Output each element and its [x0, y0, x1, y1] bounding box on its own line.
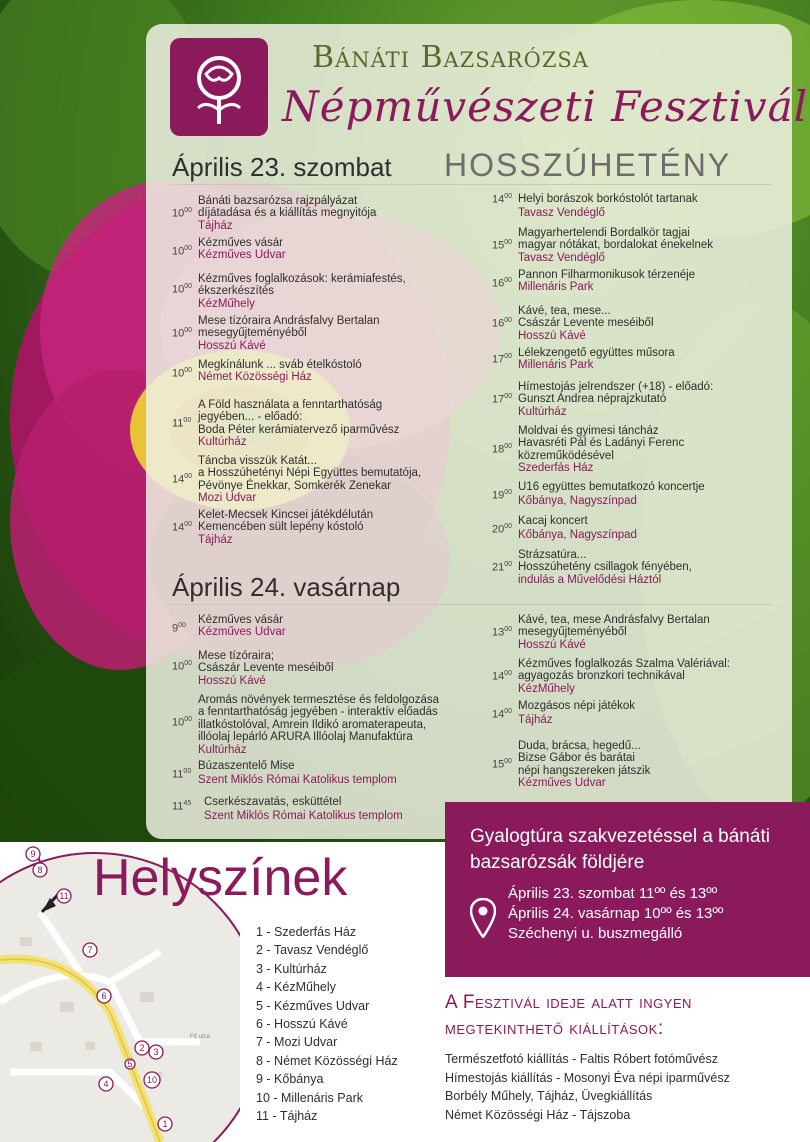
event-description: Havasréti Pál és Ladányi Ferenc: [518, 437, 685, 450]
event-description: Kézműves foglalkozás Szalma Valériával:: [518, 658, 730, 670]
location-item: 7 - Mozi Udvar: [256, 1035, 338, 1050]
event-time: 16: [492, 317, 505, 330]
event-description: ékszerkészítés: [198, 285, 275, 298]
event-venue: Kőbánya, Nagyszínpad: [518, 495, 637, 508]
event-venue: Millenáris Park: [518, 359, 594, 372]
day2-left-schedule: [172, 614, 462, 832]
schedule-item: [492, 549, 782, 591]
locations-title: Helyszínek: [93, 849, 348, 907]
event-time: 14: [492, 708, 505, 721]
event-time: 11: [172, 800, 184, 813]
exhibitions-list: [445, 1050, 730, 1124]
event-description: Bizse Gábor és barátai: [518, 752, 635, 765]
event-minutes: 00: [504, 239, 513, 246]
schedule-item: [172, 273, 462, 315]
event-venue: Hosszú Kávé: [198, 674, 266, 687]
event-minutes: 00: [184, 327, 193, 334]
schedule-item: [492, 658, 782, 700]
event-time: 18: [492, 443, 505, 456]
event-description: magyar nótákat, bordalokat énekelnek: [518, 239, 713, 252]
event-venue: Millenáris Park: [518, 281, 594, 294]
event-time: 17: [492, 393, 505, 406]
event-description: népi hangszereken játszik: [518, 764, 651, 777]
schedule-item: [492, 227, 782, 269]
day1-right-schedule: [492, 193, 782, 591]
map-marker-label: 3: [153, 1047, 159, 1057]
schedule-item: [172, 796, 462, 832]
event-time: 21: [492, 561, 505, 574]
event-description: Hosszúhetény csillagok fényében,: [518, 561, 692, 574]
event-minutes: 00: [504, 670, 513, 677]
event-description: Kelet-Mecsek Kincsei játékdélután: [198, 509, 374, 521]
schedule-item: [172, 509, 462, 551]
hike-date-line: Április 24. vasárnap 10ºº és 13ºº: [508, 905, 724, 922]
event-description: illóolaj lepárló ARURA Illóolaj Manufaktúra: [198, 731, 413, 744]
city-name: HOSSZÚHETÉNY: [444, 147, 732, 183]
event-description: Bánáti bazsarózsa rajzpályázat: [198, 195, 358, 207]
location-item: 11 - Tájház: [256, 1109, 318, 1124]
location-item: 8 - Német Közösségi Ház: [256, 1053, 398, 1068]
event-description: Kávé, tea, mese...: [518, 305, 611, 317]
event-venue: Szent Miklós Római Katolikus templom: [204, 810, 403, 823]
location-item: 1 - Szederfás Ház: [256, 925, 357, 939]
event-venue: Hosszú Kávé: [518, 329, 586, 342]
event-venue: Tájház: [198, 219, 233, 232]
event-time: 11: [172, 768, 184, 781]
location-item: 5 - Kézműves Udvar: [256, 998, 370, 1013]
event-description: Búzaszentelő Mise: [198, 760, 295, 772]
event-description: mesegyűjteményéből: [518, 626, 627, 639]
event-time: 20: [492, 523, 505, 536]
event-minutes: 00: [504, 489, 513, 496]
event-minutes: 00: [504, 277, 513, 284]
event-minutes: 00: [504, 708, 513, 715]
event-description: Lélekzengető együttes műsora: [518, 347, 675, 359]
event-description: Gunszt Andrea néprajzkutató: [518, 393, 667, 406]
event-venue: Kőbánya, Nagyszínpad: [518, 529, 637, 542]
event-venue: Tájház: [518, 714, 553, 727]
event-description: Császár Levente meséiből: [518, 317, 654, 330]
event-description: A Föld használata a fenntarthatóság: [198, 399, 383, 411]
location-item: 6 - Hosszú Kávé: [256, 1017, 348, 1032]
schedule-item: [172, 694, 462, 760]
schedule-item: [172, 614, 462, 650]
event-time: 10: [172, 327, 185, 340]
event-minutes: 00: [184, 716, 193, 723]
schedule-item: [492, 481, 782, 515]
location-pin-icon: [470, 898, 496, 938]
divider: [170, 184, 772, 185]
exhibition-item: Természetfotó kiállítás - Faltis Róbert fotóművész: [445, 1052, 719, 1066]
event-venue: Kultúrház: [198, 743, 247, 756]
schedule-item: [492, 269, 782, 305]
schedule-item: [492, 347, 782, 381]
event-venue: Szent Miklós Római Katolikus templom: [198, 774, 397, 787]
event-venue: Kézműves Udvar: [198, 626, 286, 639]
schedule-item: [492, 515, 782, 549]
event-minutes: 00: [504, 561, 513, 568]
event-minutes: 00: [504, 353, 513, 360]
event-minutes: 00: [504, 393, 513, 400]
event-minutes: 00: [178, 622, 186, 629]
event-venue: Kézműves Udvar: [518, 777, 606, 790]
event-time: 14: [492, 193, 505, 206]
day1-left-schedule: [172, 195, 462, 551]
event-venue: Tavasz Vendéglő: [518, 207, 605, 220]
location-item: 9 - Kőbánya: [256, 1072, 324, 1087]
schedule-item: [172, 315, 462, 359]
event-time: 9: [172, 622, 179, 635]
event-time: 10: [172, 660, 185, 673]
event-venue: Tájház: [198, 533, 233, 546]
event-minutes: 00: [183, 417, 192, 424]
locations-list: [256, 923, 398, 1125]
event-minutes: 00: [184, 283, 193, 290]
event-description: Helyi borászok borkóstolót tartanak: [518, 193, 698, 205]
event-minutes: 00: [184, 245, 193, 252]
map-marker-label: 8: [37, 865, 43, 875]
event-minutes: 00: [184, 367, 193, 374]
event-minutes: 00: [504, 758, 513, 765]
map-marker-label: 9: [30, 849, 36, 859]
event-minutes: 00: [184, 660, 193, 667]
event-description: díjátadása és a kiállítás megnyitója: [198, 207, 377, 220]
event-time: 15: [492, 758, 505, 771]
festival-logo: [170, 38, 268, 136]
event-minutes: 00: [504, 523, 513, 530]
event-time: 19: [492, 489, 505, 502]
event-minutes: 00: [504, 626, 513, 633]
event-minutes: 00: [504, 443, 513, 450]
festival-title-line2: Népművészeti Fesztivál: [282, 82, 809, 131]
event-description: Kacaj koncert: [518, 515, 588, 527]
exhibitions-title: A Fesztivál ideje alatt ingyen megtekinthető kiállítások:: [445, 992, 692, 1039]
event-description: Pévönye Énekkar, Somkerék Zenekar: [198, 479, 392, 492]
day2-title: Április 24. vasárnap: [172, 572, 401, 602]
map-marker-label: 10: [146, 1075, 158, 1085]
event-time: 14: [172, 473, 185, 486]
hike-title: Gyalogtúra szakvezetéssel a bánáti bazsarózsák földjére: [470, 826, 770, 873]
divider: [170, 604, 772, 605]
event-minutes: 00: [183, 768, 192, 775]
event-description: agyagozás bronzkori technikával: [518, 670, 685, 683]
event-venue: Kultúrház: [198, 436, 247, 449]
event-description: Kézműves vásár: [198, 614, 284, 626]
map-marker-label: 6: [101, 991, 107, 1001]
event-time: 10: [172, 367, 185, 380]
event-minutes: 00: [184, 521, 193, 528]
event-minutes: 00: [504, 317, 513, 324]
event-description: Cserkészavatás, esküttétel: [204, 796, 342, 808]
event-description: Hímestojás jelrendszer (+18) - előadó:: [518, 381, 714, 393]
event-description: Pannon Filharmonikusok térzenéje: [518, 269, 696, 281]
event-time: 10: [172, 283, 185, 296]
event-description: Kézműves vásár: [198, 237, 284, 249]
event-minutes: 00: [184, 473, 193, 480]
event-minutes: 45: [183, 800, 192, 807]
event-description: Császár Levente meséiből: [198, 662, 334, 675]
event-venue: KézMűhely: [198, 297, 255, 310]
event-venue: Hosszú Kávé: [518, 638, 586, 651]
event-description: U16 együttes bemutatkozó koncertje: [518, 481, 705, 493]
event-time: 10: [172, 245, 185, 258]
event-time: 14: [492, 670, 505, 683]
schedule-item: [172, 455, 462, 509]
event-description: jegyében... - előadó:: [198, 411, 303, 424]
event-description: közreműködésével: [518, 449, 614, 462]
event-minutes: 00: [184, 207, 193, 214]
schedule-item: [492, 425, 782, 481]
event-description: a Hosszúhetényi Népi Együttes bemutatója,: [198, 467, 422, 480]
location-item: 4 - KézMűhely: [256, 980, 336, 995]
event-time: 13: [492, 626, 505, 639]
schedule-item: [492, 700, 782, 740]
event-venue: Kézműves Udvar: [198, 249, 286, 262]
event-description: Mozgásos népi játékok: [518, 700, 635, 712]
event-venue: Hosszú Kávé: [198, 339, 266, 352]
event-description: Strázsatúra...: [518, 549, 587, 561]
day2-right-schedule: [492, 614, 782, 794]
schedule-item: [492, 193, 782, 227]
event-venue: indulás a Művelődési Háztól: [518, 573, 662, 586]
event-description: Aromás növények termesztése és feldolgozása: [198, 694, 439, 706]
event-time: 15: [492, 239, 505, 252]
event-description: mesegyűjteményéből: [198, 327, 307, 340]
map-marker-label: 5: [127, 1059, 133, 1069]
event-description: Moldvai és gyimesi táncház: [518, 425, 659, 437]
schedule-item: [172, 399, 462, 455]
event-venue: Német Közösségi Ház: [198, 371, 312, 384]
event-description: Mese tízóraira;: [198, 650, 275, 662]
hike-meeting-point: Széchenyi u. buszmegálló: [508, 925, 683, 942]
map-marker-label: 1: [162, 1119, 168, 1129]
event-description: Kávé, tea, mese Andrásfalvy Bertalan: [518, 614, 710, 626]
schedule-item: [172, 195, 462, 237]
event-description: Táncba visszük Katát...: [198, 455, 317, 467]
event-description: illatkóstolóval, Amrein Ildikó aromaterapeuta,: [198, 718, 427, 731]
event-venue: KézMűhely: [518, 682, 575, 695]
schedule-item: [172, 760, 462, 796]
schedule-item: [492, 305, 782, 347]
event-description: Boda Péter kerámiatervező iparművész: [198, 423, 400, 436]
schedule-item: [492, 614, 782, 658]
event-time: 17: [492, 353, 505, 366]
day1-title: Április 23. szombat: [172, 152, 392, 182]
event-venue: Kultúrház: [518, 405, 567, 418]
schedule-item: [172, 359, 462, 399]
festival-title-line1: Bánáti Bazsarózsa: [312, 40, 589, 75]
event-description: Duda, brácsa, hegedű...: [518, 740, 641, 752]
location-item: 2 - Tavasz Vendéglő: [256, 943, 369, 958]
map-marker-label: 2: [139, 1043, 145, 1053]
peony-emblem-icon: [170, 38, 268, 136]
event-venue: Mozi Udvar: [198, 492, 257, 505]
location-item: 10 - Millenáris Park: [256, 1090, 363, 1105]
map-marker-label: 7: [87, 945, 93, 955]
event-minutes: 00: [504, 193, 513, 200]
hike-date-line: Április 23. szombat 11ºº és 13ºº: [508, 885, 718, 902]
schedule-item: [172, 237, 462, 273]
event-description: Megkínálunk ... sváb ételkóstoló: [198, 359, 362, 371]
event-description: Kézműves foglalkozások: kerámiafestés,: [198, 273, 406, 285]
event-venue: Szederfás Ház: [518, 462, 594, 475]
event-description: a fenntarthatóság jegyében - interaktív előadás: [198, 706, 438, 719]
exhibition-item: Német Közösségi Ház - Tájszoba: [445, 1107, 631, 1122]
map-street-label: Fő utca: [190, 1034, 211, 1040]
schedule-item: [492, 381, 782, 425]
event-description: Magyarhertelendi Bordalkör tagjai: [518, 227, 690, 239]
event-description: Mese tízóraira Andrásfalvy Bertalan: [198, 315, 380, 327]
map-marker-label: 4: [103, 1079, 109, 1089]
map-marker-label: 11: [59, 891, 69, 901]
event-description: Kemencében sült lepény kóstoló: [198, 521, 364, 534]
event-time: 16: [492, 277, 505, 290]
schedule-item: [492, 740, 782, 794]
event-time: 14: [172, 521, 185, 534]
event-time: 11: [172, 417, 184, 430]
event-time: 10: [172, 207, 185, 220]
event-venue: Tavasz Vendéglő: [518, 251, 605, 264]
event-time: 10: [172, 716, 185, 729]
exhibition-item: Borbély Műhely, Tájház, Üvegkiállítás: [445, 1089, 653, 1104]
schedule-item: [172, 650, 462, 694]
exhibition-item: Hímestojás kiállítás - Mosonyi Éva népi iparművész: [445, 1070, 730, 1085]
hike-details: [508, 884, 723, 944]
location-item: 3 - Kultúrház: [256, 961, 327, 976]
